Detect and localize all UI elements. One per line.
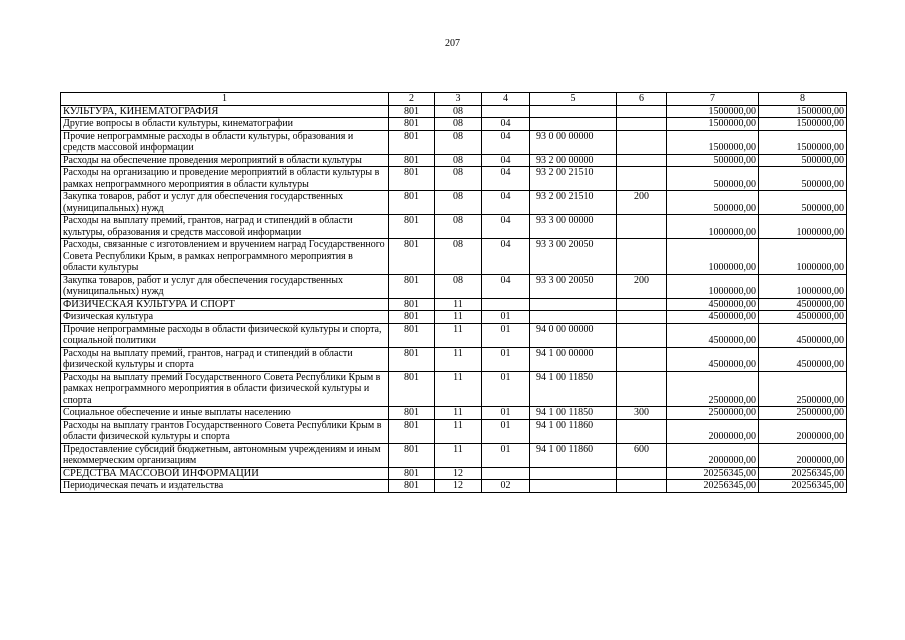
subsection-cell: 01 [482,311,530,324]
target-article-cell: 93 3 00 00000 [530,215,617,239]
grbs-cell: 801 [389,191,435,215]
section-cell: 08 [435,191,482,215]
header-cell-2: 2 [389,93,435,106]
header-cell-8: 8 [759,93,847,106]
grbs-cell: 801 [389,274,435,298]
grbs-cell: 801 [389,105,435,118]
target-article-cell: 93 3 00 20050 [530,274,617,298]
header-cell-4: 4 [482,93,530,106]
section-cell: 11 [435,419,482,443]
row-name-cell: Расходы на обеспечение проведения мероприятий в области культуры [61,154,389,167]
row-name-cell: ФИЗИЧЕСКАЯ КУЛЬТУРА И СПОРТ [61,298,389,311]
expense-type-cell: 600 [617,443,667,467]
amount-1-cell: 4500000,00 [667,311,759,324]
target-article-cell: 93 3 00 20050 [530,239,617,275]
amount-2-cell: 500000,00 [759,191,847,215]
amount-1-cell: 20256345,00 [667,480,759,493]
row-name-cell: Расходы на выплату грантов Государственного Совета Республики Крым в области физической культуры и спорта [61,419,389,443]
row-name-cell: Предоставление субсидий бюджетным, автономным учреждениям и иным некоммерческим организациям [61,443,389,467]
table-row [61,407,847,420]
target-article-cell: 93 2 00 21510 [530,167,617,191]
section-cell: 11 [435,371,482,407]
grbs-cell: 801 [389,467,435,480]
target-article-cell [530,467,617,480]
target-article-cell: 94 1 00 00000 [530,347,617,371]
target-article-cell: 94 0 00 00000 [530,323,617,347]
table-row [61,118,847,131]
amount-1-cell: 1000000,00 [667,274,759,298]
subsection-cell: 01 [482,371,530,407]
row-name-cell: СРЕДСТВА МАССОВОЙ ИНФОРМАЦИИ [61,467,389,480]
section-cell: 11 [435,298,482,311]
header-cell-6: 6 [617,93,667,106]
section-cell: 08 [435,167,482,191]
grbs-cell: 801 [389,239,435,275]
amount-1-cell: 4500000,00 [667,323,759,347]
expense-type-cell [617,419,667,443]
amount-2-cell: 2000000,00 [759,443,847,467]
target-article-cell [530,118,617,131]
section-cell: 08 [435,105,482,118]
table-section-row [61,298,847,311]
amount-1-cell: 500000,00 [667,191,759,215]
row-name-cell: Прочие непрограммные расходы в области культуры, образования и средств массовой информации [61,130,389,154]
amount-1-cell: 1500000,00 [667,118,759,131]
amount-1-cell: 2000000,00 [667,419,759,443]
amount-1-cell: 2500000,00 [667,371,759,407]
grbs-cell: 801 [389,167,435,191]
target-article-cell: 94 1 00 11860 [530,443,617,467]
section-cell: 11 [435,347,482,371]
expense-type-cell [617,467,667,480]
section-cell: 08 [435,118,482,131]
target-article-cell [530,311,617,324]
header-cell-1: 1 [61,93,389,106]
subsection-cell: 01 [482,323,530,347]
table-row [61,419,847,443]
amount-2-cell: 500000,00 [759,154,847,167]
amount-2-cell: 1500000,00 [759,105,847,118]
target-article-cell: 93 2 00 00000 [530,154,617,167]
subsection-cell [482,105,530,118]
row-name-cell: Расходы на организацию и проведение мероприятий в области культуры в рамках непрограммного мероприятия в области культуры [61,167,389,191]
table-row [61,443,847,467]
row-name-cell: Расходы, связанные с изготовлением и вручением наград Государственного Совета Республики Крым, в рамках непрограммного мероприятия в области культуры [61,239,389,275]
section-cell: 08 [435,130,482,154]
grbs-cell: 801 [389,311,435,324]
amount-1-cell: 20256345,00 [667,467,759,480]
expense-type-cell [617,311,667,324]
target-article-cell: 94 1 00 11850 [530,407,617,420]
section-cell: 08 [435,215,482,239]
amount-2-cell: 4500000,00 [759,323,847,347]
section-cell: 08 [435,274,482,298]
amount-1-cell: 1500000,00 [667,130,759,154]
amount-1-cell: 2000000,00 [667,443,759,467]
subsection-cell: 04 [482,191,530,215]
table-row [61,167,847,191]
table-row [61,311,847,324]
subsection-cell [482,467,530,480]
row-name-cell: Социальное обеспечение и иные выплаты населению [61,407,389,420]
grbs-cell: 801 [389,347,435,371]
section-cell: 11 [435,407,482,420]
subsection-cell: 02 [482,480,530,493]
expense-type-cell [617,215,667,239]
target-article-cell [530,298,617,311]
row-name-cell: Физическая культура [61,311,389,324]
section-cell: 11 [435,311,482,324]
header-cell-3: 3 [435,93,482,106]
amount-1-cell: 1000000,00 [667,215,759,239]
section-cell: 12 [435,480,482,493]
grbs-cell: 801 [389,407,435,420]
amount-2-cell: 1500000,00 [759,118,847,131]
grbs-cell: 801 [389,443,435,467]
row-name-cell: Другие вопросы в области культуры, кинематографии [61,118,389,131]
table-row [61,130,847,154]
grbs-cell: 801 [389,371,435,407]
subsection-cell: 04 [482,167,530,191]
expense-type-cell: 300 [617,407,667,420]
table-row [61,274,847,298]
target-article-cell: 93 2 00 21510 [530,191,617,215]
section-cell: 11 [435,323,482,347]
amount-2-cell: 1000000,00 [759,215,847,239]
amount-2-cell: 500000,00 [759,167,847,191]
subsection-cell: 01 [482,407,530,420]
target-article-cell: 94 1 00 11850 [530,371,617,407]
amount-2-cell: 1000000,00 [759,274,847,298]
table-header-row [61,93,847,106]
grbs-cell: 801 [389,419,435,443]
target-article-cell: 93 0 00 00000 [530,130,617,154]
amount-1-cell: 500000,00 [667,167,759,191]
amount-1-cell: 1000000,00 [667,239,759,275]
expense-type-cell: 200 [617,274,667,298]
row-name-cell: Расходы на выплату премий Государственного Совета Республики Крым в рамках непрограммного мероприятия в области физической культуры и спорта [61,371,389,407]
table-body [61,93,847,493]
grbs-cell: 801 [389,480,435,493]
expense-type-cell [617,323,667,347]
expense-type-cell [617,347,667,371]
grbs-cell: 801 [389,118,435,131]
row-name-cell: Расходы на выплату премий, грантов, наград и стипендий в области культуры, образования и средств массовой информации [61,215,389,239]
table-row [61,323,847,347]
amount-2-cell: 20256345,00 [759,467,847,480]
subsection-cell: 01 [482,443,530,467]
row-name-cell: Закупка товаров, работ и услуг для обеспечения государственных (муниципальных) нужд [61,191,389,215]
row-name-cell: КУЛЬТУРА, КИНЕМАТОГРАФИЯ [61,105,389,118]
amount-2-cell: 2500000,00 [759,371,847,407]
amount-2-cell: 4500000,00 [759,298,847,311]
subsection-cell: 04 [482,130,530,154]
amount-2-cell: 1000000,00 [759,239,847,275]
expense-type-cell [617,105,667,118]
row-name-cell: Расходы на выплату премий, грантов, наград и стипендий в области физической культуры и спорта [61,347,389,371]
expense-type-cell [617,298,667,311]
table-row [61,239,847,275]
table-row [61,215,847,239]
header-cell-5: 5 [530,93,617,106]
subsection-cell: 04 [482,274,530,298]
subsection-cell: 04 [482,118,530,131]
table-row [61,347,847,371]
table-row [61,191,847,215]
row-name-cell: Прочие непрограммные расходы в области физической культуры и спорта, социальной политики [61,323,389,347]
section-cell: 08 [435,239,482,275]
subsection-cell: 01 [482,347,530,371]
row-name-cell: Закупка товаров, работ и услуг для обеспечения государственных (муниципальных) нужд [61,274,389,298]
amount-1-cell: 1500000,00 [667,105,759,118]
table-row [61,154,847,167]
amount-2-cell: 2500000,00 [759,407,847,420]
grbs-cell: 801 [389,298,435,311]
section-cell: 08 [435,154,482,167]
table-row [61,371,847,407]
page-number: 207 [445,38,460,49]
grbs-cell: 801 [389,323,435,347]
subsection-cell [482,298,530,311]
amount-2-cell: 1500000,00 [759,130,847,154]
amount-2-cell: 4500000,00 [759,347,847,371]
expense-type-cell [617,167,667,191]
section-cell: 11 [435,443,482,467]
target-article-cell [530,105,617,118]
target-article-cell [530,480,617,493]
expense-type-cell [617,480,667,493]
amount-2-cell: 20256345,00 [759,480,847,493]
amount-1-cell: 500000,00 [667,154,759,167]
amount-2-cell: 2000000,00 [759,419,847,443]
amount-2-cell: 4500000,00 [759,311,847,324]
target-article-cell: 94 1 00 11860 [530,419,617,443]
table-section-row [61,105,847,118]
expense-type-cell [617,371,667,407]
subsection-cell: 04 [482,215,530,239]
amount-1-cell: 4500000,00 [667,298,759,311]
header-cell-7: 7 [667,93,759,106]
amount-1-cell: 4500000,00 [667,347,759,371]
grbs-cell: 801 [389,130,435,154]
expense-type-cell [617,154,667,167]
section-cell: 12 [435,467,482,480]
subsection-cell: 04 [482,154,530,167]
table-section-row [61,467,847,480]
row-name-cell: Периодическая печать и издательства [61,480,389,493]
expense-type-cell [617,239,667,275]
subsection-cell: 01 [482,419,530,443]
table-row [61,480,847,493]
amount-1-cell: 2500000,00 [667,407,759,420]
grbs-cell: 801 [389,215,435,239]
expense-type-cell [617,130,667,154]
budget-table [60,92,847,493]
subsection-cell: 04 [482,239,530,275]
grbs-cell: 801 [389,154,435,167]
expense-type-cell [617,118,667,131]
expense-type-cell: 200 [617,191,667,215]
